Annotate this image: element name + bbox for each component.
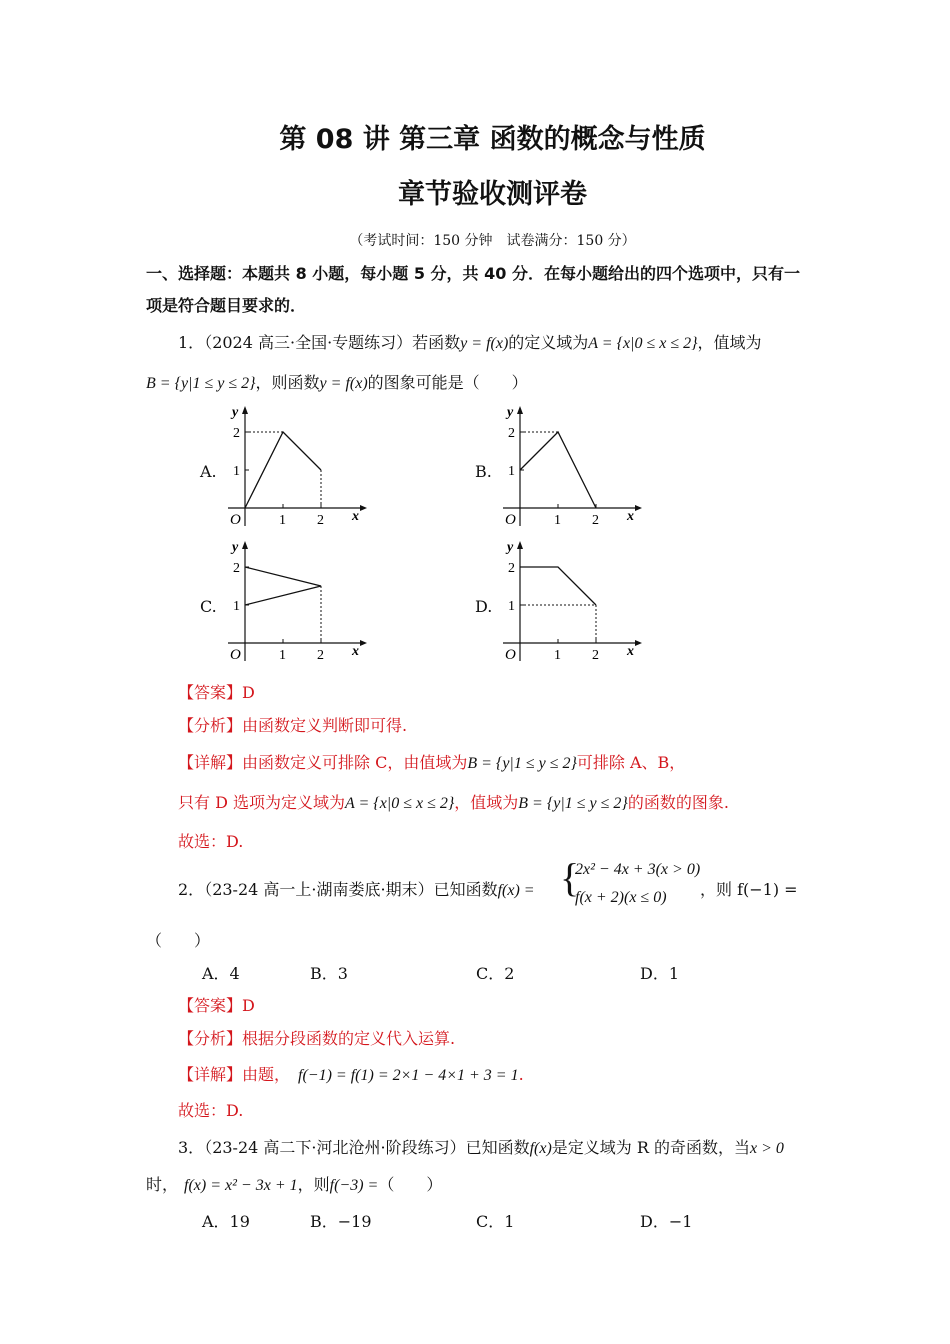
function-curve (245, 432, 321, 508)
q1-stem-line1 (178, 330, 762, 353)
q1-detail-l2c: ，值域为 (454, 793, 519, 812)
q2-number: 2． (178, 880, 205, 899)
q1-detail-l2d: B = {y|1 ≤ y ≤ 2} (518, 795, 628, 812)
q1-source: （2024 高三·全国·专题练习）若函数 (204, 333, 461, 352)
graph-c-label: C. (200, 597, 217, 616)
x-axis-label: x (352, 509, 359, 524)
q1-stem-line2 (146, 370, 528, 393)
q3-source: （23-24 高二下·河北沧州·阶段练习）已知函数 (204, 1138, 530, 1157)
origin-label: O (505, 512, 516, 528)
q1-number: 1． (178, 333, 205, 352)
function-curve (520, 432, 596, 508)
y-tick-label-2: 2 (508, 561, 515, 576)
origin-label: O (505, 647, 516, 663)
y-axis-label: y (507, 405, 514, 420)
q3-option-c: C．1 (476, 1212, 515, 1231)
y-tick-label-1: 1 (508, 464, 515, 479)
q2-option-a: A．4 (202, 964, 240, 983)
origin-label: O (230, 512, 241, 528)
guide-dashed (520, 605, 596, 643)
q2-source: （23-24 高一上·湖南娄底·期末）已知函数 (204, 880, 498, 899)
q3-l2e: （ ） (378, 1175, 443, 1194)
q3-stem-line2 (146, 1172, 442, 1195)
q3-option-d: D．−1 (640, 1212, 693, 1231)
q3-l2d: f(−3) = (329, 1177, 379, 1194)
y-tick-label-2: 2 (508, 426, 515, 441)
y-axis-arrow (242, 406, 248, 414)
q2-detail-c: . (518, 1065, 524, 1084)
q2-choose: 故选：D. (178, 1101, 244, 1120)
q2-f: f(x) = (497, 882, 535, 899)
x-tick-label-1: 1 (554, 513, 561, 528)
x-axis-label: x (352, 644, 359, 659)
q3-fx: f(x) (529, 1140, 552, 1157)
q2-ask: ，则 f(−1) = (700, 880, 798, 899)
q2-option-c: C．2 (476, 964, 515, 983)
q3-option-b: B．−19 (310, 1212, 372, 1231)
y-axis-label: y (232, 540, 239, 555)
q1-fexpr-2: y = f(x) (319, 375, 368, 392)
q1-mid: 的定义域为 (508, 333, 589, 352)
x-tick-label-2: 2 (592, 513, 599, 528)
page-title: 第 08 讲 第三章 函数的概念与性质 (279, 124, 706, 155)
q1-detail-l1a: 【详解】由函数定义可排除 C，由值域为 (178, 753, 468, 772)
q3-l2b: f(x) = x² − 3x + 1 (184, 1177, 298, 1194)
q1-detail-line2 (178, 790, 729, 813)
section-header-line2: 项是符合题目要求的． (146, 296, 307, 315)
x-tick-label-1: 1 (554, 648, 561, 663)
q1-detail-l2a: 只有 D 选项为定义域为 (178, 793, 346, 812)
x-axis-arrow (635, 640, 642, 646)
q2-detail-a: 【详解】由题， (178, 1065, 291, 1084)
graph-a (222, 400, 372, 530)
q2-brace: { (560, 855, 580, 900)
q3-cond: x > 0 (750, 1140, 784, 1157)
x-tick-label-2: 2 (317, 513, 324, 528)
x-axis-arrow (360, 505, 367, 511)
q1-answer: 【答案】D (178, 683, 255, 702)
q1-detail-line1 (178, 750, 685, 773)
q2-detail (178, 1062, 524, 1085)
q1-analysis: 【分析】由函数定义判断即可得. (178, 716, 408, 735)
graph-c (222, 535, 372, 665)
graph-a-label: A. (200, 462, 217, 481)
q2-analysis: 【分析】根据分段函数的定义代入运算. (178, 1029, 456, 1048)
section-header-line1: 一、选择题：本题共 8 小题，每小题 5 分，共 40 分．在每小题给出的四个选项中，只有一 (146, 264, 800, 283)
q3-l2c: ，则 (297, 1175, 330, 1194)
q2-stem-start (178, 877, 535, 900)
y-axis-label: y (232, 405, 239, 420)
q1-range: B = {y|1 ≤ y ≤ 2} (146, 375, 256, 392)
q1-detail-l1c: 可排除 A、B， (576, 753, 686, 772)
q1-fexpr: y = f(x) (460, 335, 509, 352)
q2-option-b: B．3 (310, 964, 348, 983)
x-axis-arrow (635, 505, 642, 511)
x-axis-arrow (360, 640, 367, 646)
q2-detail-b: f(−1) = f(1) = 2×1 − 4×1 + 3 = 1 (298, 1067, 519, 1084)
q3-option-a: A．19 (202, 1212, 250, 1231)
y-axis-arrow (242, 541, 248, 549)
q3-l2a: 时， (146, 1175, 179, 1194)
q3-stem-line1 (178, 1135, 784, 1158)
exam-info: （考试时间：150 分钟 试卷满分：150 分） (349, 233, 636, 249)
x-tick-label-1: 1 (279, 513, 286, 528)
q2-answer: 【答案】D (178, 996, 255, 1015)
x-axis-label: x (627, 644, 634, 659)
graph-d (497, 535, 647, 665)
y-tick-label-1: 1 (233, 464, 240, 479)
q1-tail1: ，则函数 (255, 373, 320, 392)
q2-case2: f(x + 2)(x ≤ 0) (575, 889, 667, 906)
q1-detail-l1b: B = {y|1 ≤ y ≤ 2} (467, 755, 577, 772)
q1-detail-l2b: A = {x|0 ≤ x ≤ 2} (345, 795, 455, 812)
x-tick-label-2: 2 (592, 648, 599, 663)
y-axis-arrow (517, 541, 523, 549)
y-tick-label-1: 1 (508, 599, 515, 614)
y-tick-label-1: 1 (233, 599, 240, 614)
x-tick-label-1: 1 (279, 648, 286, 663)
graph-b (497, 400, 647, 530)
q3-number: 3． (178, 1138, 205, 1157)
graph-d-label: D. (475, 597, 493, 616)
page-subtitle: 章节验收测评卷 (398, 179, 587, 210)
y-tick-label-2: 2 (233, 561, 240, 576)
origin-label: O (230, 647, 241, 663)
q1-tail2: 的图象可能是（ ） (367, 373, 528, 392)
q2-option-d: D．1 (640, 964, 680, 983)
function-curve (245, 567, 321, 605)
q3-mid: 是定义域为 R 的奇函数，当 (551, 1138, 751, 1157)
x-axis-label: x (627, 509, 634, 524)
x-tick-label-2: 2 (317, 648, 324, 663)
q2-paren: （ ） (146, 931, 211, 950)
q2-case1: 2x² − 4x + 3(x > 0) (575, 861, 701, 878)
function-curve (520, 567, 596, 605)
graph-b-label: B. (475, 462, 492, 481)
y-axis-arrow (517, 406, 523, 414)
y-tick-label-2: 2 (233, 426, 240, 441)
q1-range-label: ，值域为 (697, 333, 762, 352)
q1-detail-l2e: 的函数的图象. (627, 793, 729, 812)
q1-domain: A = {x|0 ≤ x ≤ 2} (588, 335, 698, 352)
q1-choose: 故选：D. (178, 832, 244, 851)
y-axis-label: y (507, 540, 514, 555)
